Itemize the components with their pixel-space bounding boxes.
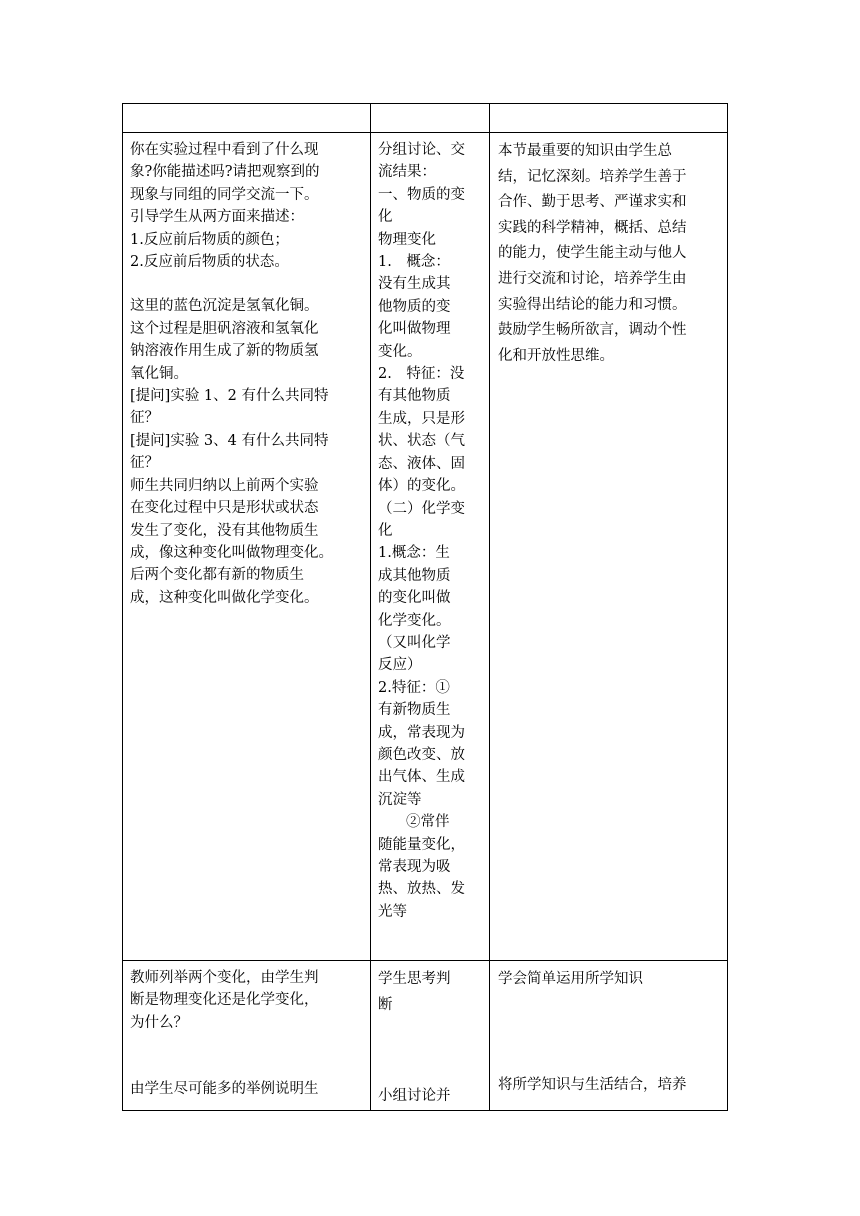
text-line: 你在实验过程中看到了什么现 [130,142,319,158]
text-line: 物理变化 [378,231,436,248]
lesson-plan-table [122,103,728,1111]
text-line: 沉淀等 [378,791,422,808]
text-line: 分组讨论、交 [378,142,465,158]
text-line: 由学生尽可能多的举例说明生 [130,1081,319,1098]
text-line: 生成，只是形 [378,410,465,427]
text-line: 鼓励学生畅所欲言，调动个性 [498,322,687,339]
text-line: 学生思考判 [378,971,451,987]
empty-header-row [123,104,728,133]
text-line: 师生共同归纳以上前两个实验 [130,477,319,494]
text-line: 现象与同组的同学交流一下。 [130,186,319,203]
text-line: 光等 [378,903,407,920]
bottom-row [123,961,728,1111]
teacher-activity-text-2 [123,961,370,1101]
text-line: 一、物质的变 [378,186,465,203]
text-line: 出气体、生成 [378,769,465,786]
text-line: 状、状态（气 [378,433,465,450]
text-line: 发生了变化，没有其他物质生 [130,522,319,539]
text-line: 2. 特征：没 [378,366,465,383]
text-line: 断是物理变化还是化学变化， [130,992,319,1009]
text-line: 没有生成其 [378,276,451,293]
text-line: 随能量变化， [378,836,465,853]
text-line: 实践的科学精神，概括、总结 [498,219,687,236]
text-line: 钠溶液作用生成了新的物质氢 [130,343,319,360]
text-line: 化叫做物理 [378,321,451,338]
text-line: 颜色改变、放 [378,746,465,763]
text-line: 这里的蓝色沉淀是氢氧化铜。 [130,298,319,315]
design-intent-cell-2 [490,961,728,1111]
text-line: 他物质的变 [378,298,451,315]
empty-cell-2 [371,104,490,133]
text-line: 实验得出结论的能力和习惯。 [498,296,687,313]
text-line: 常表现为吸 [378,859,451,875]
text-line: 成，像这种变化叫做物理变化。 [130,544,333,561]
text-line: [提问]实验 1、2 有什么共同特 [130,388,329,405]
text-line: 结，记忆深刻。培养学生善于 [498,168,687,185]
text-line: ②常伴 [406,814,450,831]
text-line: 合作、勤于思考、严谨求实和 [498,194,687,211]
text-line: 象?你能描述吗?请把观察到的 [130,164,320,181]
teacher-activity-text [123,133,370,609]
text-line: （又叫化学 [378,634,451,651]
text-line: 氧化铜。 [130,365,188,382]
text-line: 成，常表现为 [378,724,465,741]
text-line: 教师列举两个变化，由学生判 [130,970,319,986]
text-line: 化 [378,522,393,539]
text-line: 有其他物质 [378,388,451,405]
text-line: 1. 概念： [378,254,450,271]
text-line: 2.反应前后物质的状态。 [130,254,289,271]
text-line: 体）的变化。 [378,478,465,495]
text-line: 将所学知识与生活结合，培养 [498,1076,687,1093]
design-intent-text-2 [490,961,727,1098]
text-line: 成其他物质 [378,567,451,584]
text-line: 征？ [130,410,159,427]
text-line: 热、放热、发 [378,881,465,898]
text-line: 的变化叫做 [378,590,451,607]
text-line: 学会简单运用所学知识 [498,971,643,987]
text-line: 1.反应前后物质的颜色； [130,231,289,248]
text-line: 化 [378,209,393,226]
design-intent-text [490,133,727,369]
text-line: 后两个变化都有新的物质生 [130,567,304,584]
text-line: 成，这种变化叫做化学变化。 [130,589,319,606]
text-line: 流结果： [378,164,436,181]
text-line: 在变化过程中只是形状或状态 [130,500,319,517]
text-line: 小组讨论并 [378,1088,451,1105]
text-line: 态、液体、固 [378,455,465,472]
text-line: 反应） [378,657,422,674]
text-line: [提问]实验 3、4 有什么共同特 [130,432,329,449]
text-line: 1.概念：生 [378,545,450,562]
blank-line [130,273,364,295]
text-line: 本节最重要的知识由学生总 [498,143,672,159]
design-intent-cell [490,133,728,961]
text-line: 化学变化。 [378,612,451,629]
student-activity-text [371,133,489,923]
student-activity-cell [371,133,490,961]
teacher-activity-cell [123,133,371,961]
student-activity-text-2 [371,961,489,1110]
teacher-activity-cell-2 [123,961,371,1111]
text-line: 2.特征：① [378,679,450,696]
text-line: 有新物质生 [378,702,451,719]
empty-cell-1 [123,104,371,133]
student-activity-cell-2 [371,961,490,1111]
main-row [123,133,728,961]
text-line: 进行交流和讨论，培养学生由 [498,270,687,287]
text-line: 为什么？ [130,1014,188,1031]
text-line: （二）化学变 [378,500,465,517]
text-line: 化和开放性思维。 [498,347,614,364]
text-line: 引导学生从两方面来描述： [130,209,304,226]
empty-cell-3 [490,104,728,133]
text-line: 征？ [130,455,159,472]
text-line: 的能力，使学生能主动与他人 [498,245,687,262]
text-line: 变化。 [378,343,422,360]
text-line: 断 [378,996,393,1013]
text-line: 这个过程是胆矾溶液和氢氧化 [130,320,319,337]
